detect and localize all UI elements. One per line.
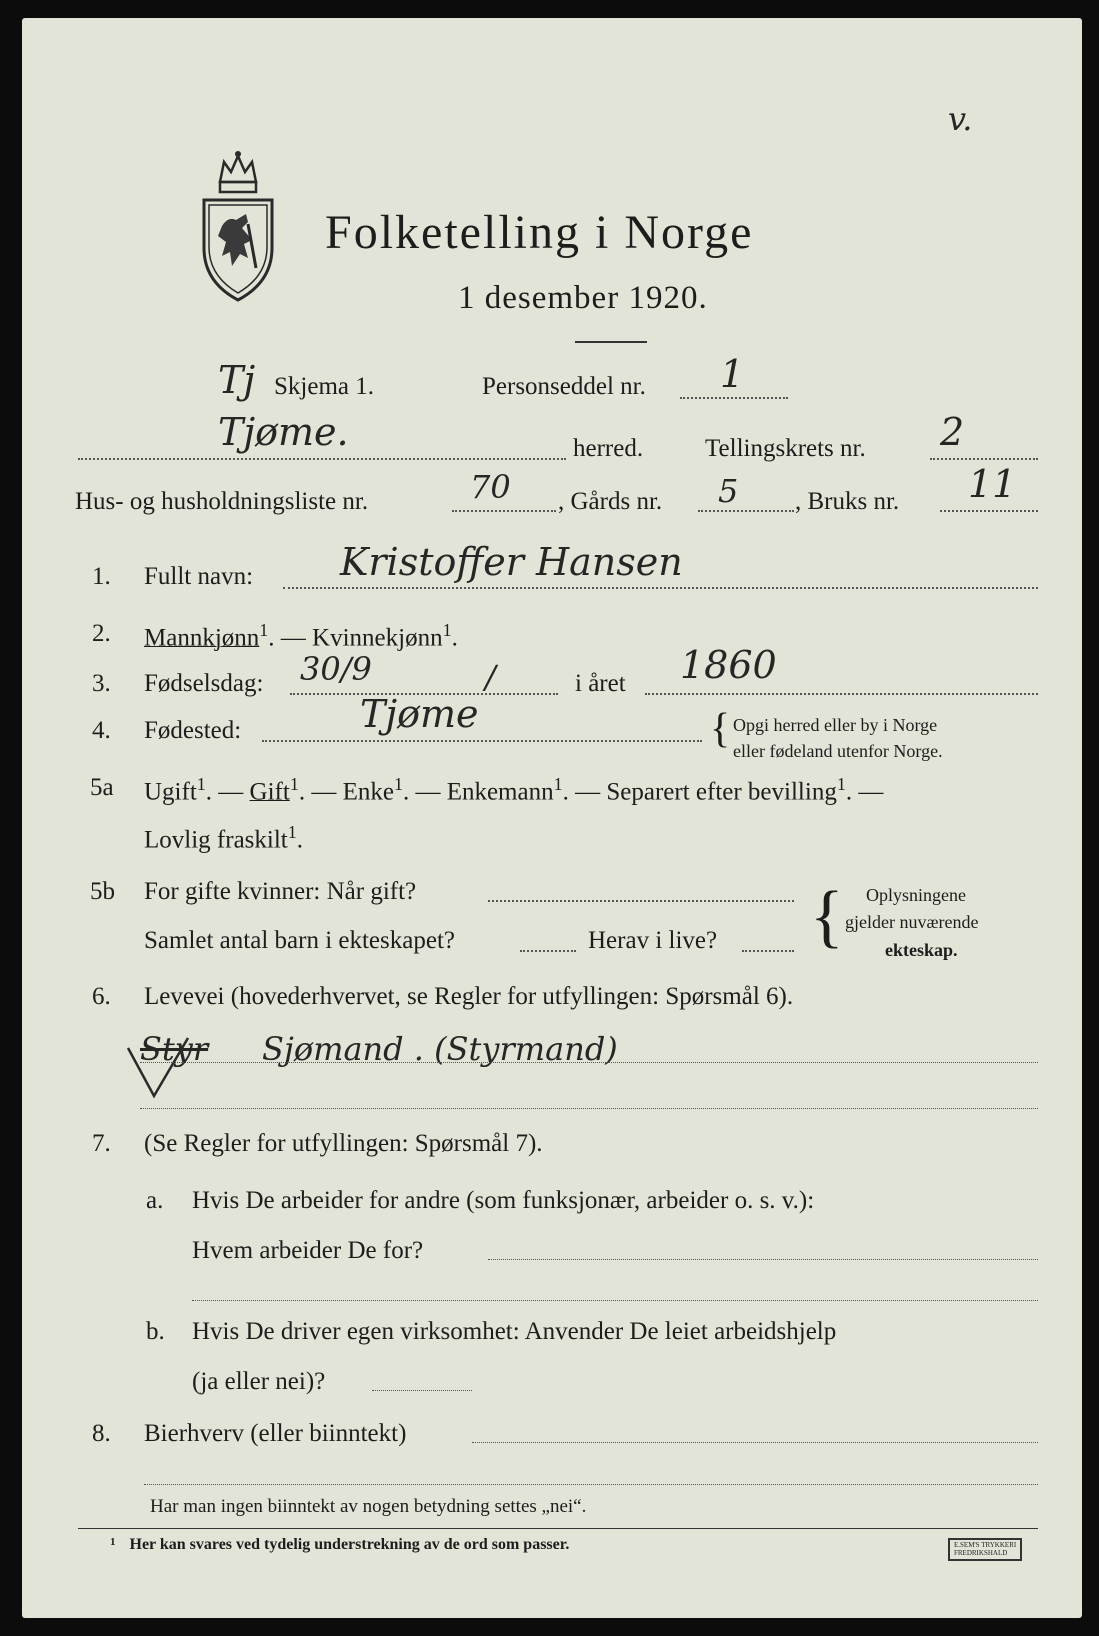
q5a-separert: Separert efter bevilling [606,778,837,806]
printer-stamp-line-2: FREDRIKSHALD [954,1548,1008,1557]
q7a-letter: a. [146,1187,164,1214]
q4-brace: { [710,706,731,752]
q2-end: . [451,624,458,652]
q2-sup-1: 1 [259,620,269,640]
printer-stamp [948,1538,1022,1561]
q4-value: Tjøme [360,692,479,736]
q8-line-1 [472,1442,1038,1443]
q8-note: Har man ingen biinntekt av nogen betydning settes „nei“. [150,1496,587,1517]
q7b-sub: (ja eller nei)? [192,1368,326,1395]
q5a-sup: 1 [287,822,297,842]
q5b-number: 5b [90,878,115,905]
form-title: Folketelling i Norge [325,206,754,259]
q5b-note-3: ekteskap. [885,940,958,960]
q1-value: Kristoffer Hansen [340,540,683,584]
q6-line-1 [140,1062,1038,1063]
schema-label: Skjema 1. [274,373,374,400]
norway-coat-of-arms-icon [198,148,278,308]
personseddel-label: Personseddel nr. [482,373,646,400]
bruks-value: 11 [968,462,1017,506]
prefix-handwriting: Tj [218,358,256,402]
q3-label: Fødselsdag: [144,670,264,697]
q1-number: 1. [92,563,111,590]
q2-mannkjonn: Mannkjønn [144,624,260,652]
q5b-line-1 [488,900,794,902]
q2-sup-2: 1 [442,620,452,640]
q6-number: 6. [92,983,111,1010]
q7a-line-2 [192,1300,1038,1301]
q5a-gift: Gift [249,778,290,806]
q3-year-value: 1860 [680,643,777,687]
tellingskrets-line [930,458,1038,460]
q2-options [144,620,458,652]
q3-tick: / [485,658,496,696]
title-rule [575,341,647,343]
q5a-sup: 1 [836,774,846,794]
printer-stamp-line-1: E.SEM'S TRYKKERI [954,1541,1017,1549]
q8-line-2 [144,1484,1038,1485]
gards-label-text: , Gårds nr. [558,488,663,515]
q4-note-2: eller fødeland utenfor Norge. [733,741,943,761]
q7-label: (Se Regler for utfyllingen: Spørsmål 7). [144,1130,543,1157]
q5a-sup: 1 [553,774,563,794]
hus-label: Hus- og husholdningsliste nr. [75,488,369,515]
herred-value: Tjøme. [218,410,349,454]
q2-separator: . — [268,624,313,652]
q5a-sup: 1 [196,774,206,794]
q2-kvinnekjonn: Kvinnekjønn [312,624,443,652]
q6-line-2 [140,1108,1038,1109]
personseddel-value: 1 [720,352,745,396]
hus-line [452,510,556,512]
q7a-line-1 [488,1259,1038,1260]
q5b-line-2 [520,950,576,952]
footnote-rule [78,1528,1038,1529]
q5a-sup: 1 [289,774,299,794]
herred-label: herred. [573,435,644,462]
q5a-lovlig-text: Lovlig fraskilt [144,826,288,854]
q5a-options: Ugift$^1$. — Gift$^1$. — Enke$^1$. — Enkemann$^1$. — Separert efter bevilling$^1$. — [144,774,884,806]
q5b-label-3: Herav i live? [588,927,718,954]
footnote [110,1536,569,1554]
q5b-label-2: Samlet antal barn i ekteskapet? [144,927,455,954]
q4-line [262,740,702,742]
q4-label: Fødested: [144,717,242,744]
q4-note-1: Opgi herred eller by i Norge [733,715,938,735]
q3-aret-label: i året [575,670,626,697]
q5a-lovlig: Lovlig fraskilt$^1$. [144,822,303,854]
q7-number: 7. [92,1130,111,1157]
tellingskrets-label: Tellingskrets nr. [705,435,866,462]
q5a-enke: Enke [342,778,394,806]
q7b-line [372,1390,472,1391]
q5a-sup: 1 [393,774,403,794]
q1-label: Fullt navn: [144,563,254,590]
gards-value: 5 [718,472,739,510]
q3-year-line [645,693,1038,695]
q2-number: 2. [92,620,111,647]
q5b-label-1: For gifte kvinner: Når gift? [144,878,417,905]
q6-label: Levevei (hovederhvervet, se Regler for utfyllingen: Spørsmål 6). [144,983,794,1010]
bruks-line [940,510,1038,512]
bruks-label: , Bruks nr. [795,488,900,515]
q5b-brace: { [810,878,844,955]
q5b-note-2: gjelder nuværende [845,912,979,932]
q1-line [283,587,1038,589]
q5b-note-1: Oplysningene [866,885,966,905]
census-date: 1 desember 1920. [458,280,708,316]
q5a-enkemann: Enkemann [446,778,554,806]
tellingskrets-value: 2 [940,410,965,454]
hus-value: 70 [470,468,511,506]
q5b-line-3 [742,950,794,952]
q7a-text: Hvis De arbeider for andre (som funksjonær, arbeider o. s. v.): [192,1187,815,1214]
q6-strike-mark-icon [124,1030,234,1100]
q8-label: Bierhverv (eller biinntekt) [144,1420,407,1447]
q7a-sub: Hvem arbeider De for? [192,1237,424,1264]
q3-value: 30/9 [300,650,372,688]
q6-value: Sjømand . (Styrmand) [262,1030,618,1068]
q5a-ugift: Ugift [144,778,197,806]
gards-line [698,510,794,512]
q7b-letter: b. [146,1318,165,1345]
q6-struck-text: Styr [140,1030,209,1068]
q3-number: 3. [92,670,111,697]
personseddel-line [680,397,788,399]
corner-mark: v. [948,100,973,138]
q4-number: 4. [92,717,111,744]
footnote-marker: 1 [110,1536,116,1548]
q5a-number: 5a [90,774,114,801]
footnote-text: Her kan svares ved tydelig understrekning av de ord som passer. [129,1536,570,1553]
q8-number: 8. [92,1420,111,1447]
herred-line [78,458,566,460]
q7b-text: Hvis De driver egen virksomhet: Anvender De leiet arbeidshjelp [192,1318,837,1345]
